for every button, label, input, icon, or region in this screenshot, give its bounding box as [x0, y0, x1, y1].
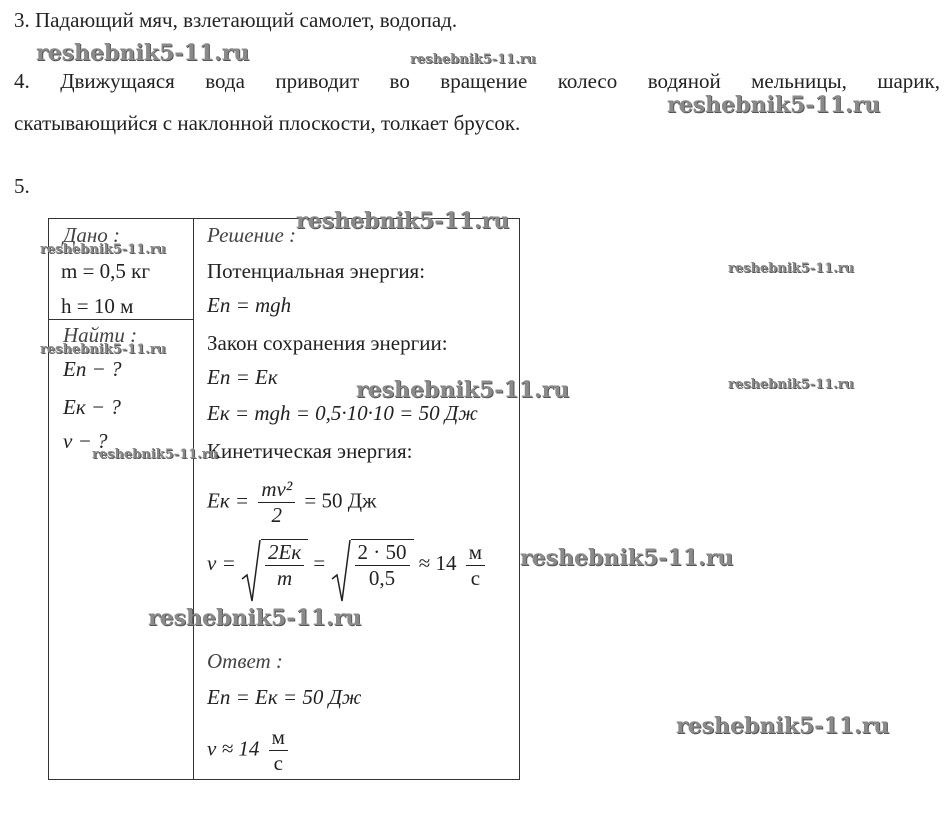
solution-heading: Решение :: [207, 223, 297, 247]
watermark: reshebnik5-11.ru: [148, 605, 362, 631]
find-velocity: v − ?: [63, 429, 108, 453]
potential-formula: Eп = mgh: [207, 293, 292, 317]
velocity-lhs: v =: [207, 550, 236, 575]
watermark: reshebnik5-11.ru: [728, 261, 855, 276]
find-potential: Eп − ?: [63, 357, 122, 381]
answer-unit-denominator: с: [273, 751, 283, 775]
sqrt-numeric-fraction: [355, 540, 410, 591]
answer-unit-numerator: м: [269, 725, 288, 751]
sqrt-numeric-numerator: 2 · 50: [355, 540, 410, 566]
watermark: reshebnik5-11.ru: [40, 242, 167, 257]
answer-3: 3. Падающий мяч, взлетающий самолет, водопад.: [14, 8, 458, 32]
watermark: reshebnik5-11.ru: [296, 208, 510, 234]
kinetic-denominator: 2: [271, 503, 282, 527]
sqrt-numeric-denominator: 0,5: [368, 566, 396, 590]
conservation-label: Закон сохранения энергии:: [207, 331, 448, 355]
kinetic-numerator: mv²: [258, 477, 295, 503]
answer-velocity-lhs: v ≈ 14: [207, 736, 260, 761]
answer-5-number: 5.: [14, 174, 30, 198]
kinetic-label: Кинетическая энергия:: [207, 439, 413, 463]
watermark: reshebnik5-11.ru: [520, 545, 734, 571]
velocity-unit-denominator: с: [470, 565, 481, 590]
sqrt-numeric: [331, 539, 414, 591]
radical-sign-icon: [241, 539, 261, 603]
watermark: reshebnik5-11.ru: [676, 713, 890, 739]
answer-velocity: [207, 725, 292, 776]
given-height: h = 10 м: [61, 294, 134, 318]
find-heading: Найти :: [63, 323, 138, 347]
velocity-unit-numerator: м: [466, 540, 485, 566]
kinetic-lhs: Eк =: [207, 488, 250, 513]
answer-heading: Ответ :: [207, 649, 283, 673]
answer-energy: Eп = Eк = 50 Дж: [207, 685, 362, 709]
table-divider-vertical: [193, 219, 194, 779]
table-divider-horizontal: [49, 319, 193, 320]
energy-calculation: Eк = mgh = 0,5·10·10 = 50 Дж: [207, 401, 478, 425]
conservation-formula: Eп = Eк: [207, 365, 278, 389]
solution-table: [48, 218, 520, 780]
watermark: reshebnik5-11.ru: [356, 377, 570, 403]
watermark: reshebnik5-11.ru: [36, 40, 250, 66]
velocity-unit: [466, 540, 485, 591]
watermark: reshebnik5-11.ru: [92, 447, 219, 462]
kinetic-rhs: = 50 Дж: [304, 488, 377, 513]
watermark: reshebnik5-11.ru: [40, 342, 167, 357]
potential-label: Потенциальная энергия:: [207, 259, 426, 283]
sqrt-symbolic-denominator: m: [276, 566, 293, 590]
sqrt-symbolic: [241, 539, 308, 591]
answer-velocity-unit: [269, 725, 288, 776]
watermark: reshebnik5-11.ru: [728, 377, 855, 392]
find-kinetic: Eк − ?: [63, 395, 121, 419]
sqrt-symbolic-numerator: 2Eк: [265, 540, 304, 566]
radical-sign-icon: [331, 539, 351, 603]
watermark: reshebnik5-11.ru: [667, 92, 881, 118]
velocity-approx: ≈ 14: [418, 550, 457, 575]
given-heading: Дано :: [63, 223, 121, 247]
velocity-formula: v = $\frac{2Eк}{m}$ = $\frac{2 \cdot 50}{0,5}$ ≈ 14 $\frac{м}{с}$: [207, 539, 489, 591]
kinetic-fraction: [258, 477, 295, 528]
sqrt-symbolic-fraction: [265, 540, 304, 591]
kinetic-formula: [207, 477, 377, 528]
answer-4-line-1: 4. Движущаяся вода приводит во вращение колесо водяной мельницы, шарик,: [14, 69, 940, 93]
answer-4-line-2: скатывающийся с наклонной плоскости, толкает брусок.: [14, 111, 521, 135]
given-mass: m = 0,5 кг: [61, 259, 150, 283]
watermark: reshebnik5-11.ru: [410, 52, 537, 67]
